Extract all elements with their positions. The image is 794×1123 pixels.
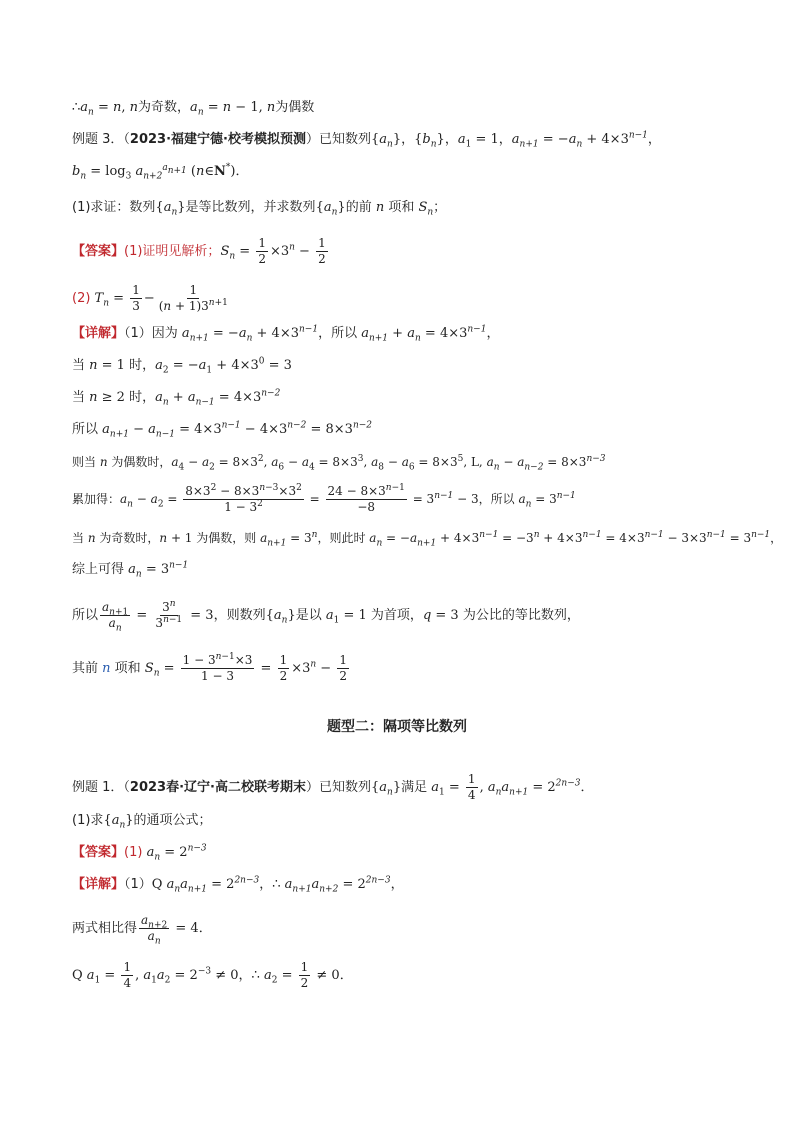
example-3-source: 2023·福建宁德·校考模拟预测 [129, 132, 306, 147]
example-1-statement: 例题 1．（2023春·辽宁·高二校联考期末）已知数列$\{a_n\}$满足 $a_1$ = $\frac{1}{4}$ , $a_na_{n+1} = 2^{2n-3}$． [72, 772, 594, 802]
answer-1: 【答案】(1)证明见解析；$S_n$ = $\frac{1}{2}$ $\times 3^n$ − $\frac{1}{2}$ [72, 236, 326, 266]
answer-tag: 【答案】 [72, 244, 125, 259]
detail-line-2: 当 n = 1 时，$a_2 = -a_1 + 4\times 3^0 = 3$ [72, 356, 292, 376]
explain-line-2: 两式相比得 $\frac{a_{n+2}}{a_n}$ = 4． [72, 913, 212, 947]
answer-2: (2) $T_n$ = $\frac{1}{3}$ − $\frac{1}{(n + 1)3^{n+1}}$ [72, 283, 228, 313]
detail-line-6: 累加得：$a_n - a_2$ = $\frac{8\times 3^2 - 8\times 3^{n-3}\times 3^2}{1 - 3^2}$ = $\frac{24 - 8\times 3^{n-1}}{-8}$ = $3^{n-1} - 3$，所以 $a_n = 3^{n-1}$ [72, 483, 576, 514]
detail-line-7: 当 n 为奇数时，n + 1 为偶数，则 $a_{n+1} = 3^n$，则此时 $a_n = -a_{n+1} + 4\times 3^{n-1} = -3^n + 4\times 3^{n-1} = 4\times 3^{n-1} - 3\times 3^{n-1} = 3^{n-1}$， [72, 530, 783, 549]
detail-line-9: 所以 $\frac{a_{n+1}}{a_n}$ = $\frac{3^n}{3^{n-1}}$ = 3，则数列$\{a_n\}$是以 $a_1 = 1$ 为首项，q = 3 为公比的等比数列， [72, 599, 580, 634]
detail-line-8: 综上可得 $a_n = 3^{n-1}$ [72, 560, 189, 580]
section-heading: 题型二：隔项等比数列 [327, 719, 467, 735]
detail-line-3: 当 n ≥ 2 时，$a_n + a_{n-1} = 4\times 3^{n-2}$ [72, 388, 281, 408]
detail-tag: 【详解】 [72, 326, 125, 341]
example-3-statement: 例题 3．（2023·福建宁德·校考模拟预测）已知数列$\{a_n\}$，$\{b_n\}$，$a_1 = 1$，$a_{n+1} = -a_n + 4\times 3^{n-1}$， [72, 130, 661, 150]
detail-line-1: 【详解】（1）因为 $a_{n+1} = -a_n + 4\times 3^{n-1}$，所以 $a_{n+1} + a_n = 4\times 3^{n-1}$， [72, 324, 500, 344]
answer-1b: 【答案】(1) $a_n = 2^{n-3}$ [72, 843, 207, 863]
question-1b: (1)求$\{a_n\}$的通项公式； [72, 813, 212, 831]
example-1-source: 2023春·辽宁·高二校联考期末 [129, 780, 306, 795]
explain-line-1: 【详解】（1）Q $a_na_{n+1} = 2^{2n-3}$，∴ $a_{n+1}a_{n+2} = 2^{2n-3}$， [72, 875, 404, 895]
detail-line-5: 则当 n 为偶数时，$a_4 - a_2 = 8\times 3^2$, $a_6 - a_4 = 8\times 3^3$, $a_8 - a_6 = 8\times 3^5$, L, $a_n - a_{n-2} = 8\times 3^{n-3}$ [72, 454, 606, 473]
explain-line-3: Q $a_1$ = $\frac{1}{4}$ , $a_1a_2 = 2^{-3} \ne 0$，∴ $a_2$ = $\frac{1}{2}$ ≠ 0． [72, 960, 353, 990]
line-conclusion: $\therefore a_n = n$, n为奇数，$a_n = n - 1$, n为偶数 [72, 100, 315, 118]
detail-line-4: 所以 $a_{n+1} - a_{n-1} = 4\times 3^{n-1} - 4\times 3^{n-2} = 8\times 3^{n-2}$ [72, 420, 373, 440]
example-3-b-definition: $b_n = \log_3 a_{n+2}^{a_{n+1}}$ (n∈N*)． [72, 162, 249, 182]
question-1: (1)求证：数列$\{a_n\}$是等比数列，并求数列$\{a_n\}$的前 n 项和 $S_n$； [72, 200, 447, 218]
detail-line-10: 其前 n 项和 $S_n$ = $\frac{1 - 3^{n-1}\times 3}{1 - 3}$ = $\frac{1}{2}$ $\times 3^n$ − $\frac{1}{2}$ [72, 652, 347, 683]
